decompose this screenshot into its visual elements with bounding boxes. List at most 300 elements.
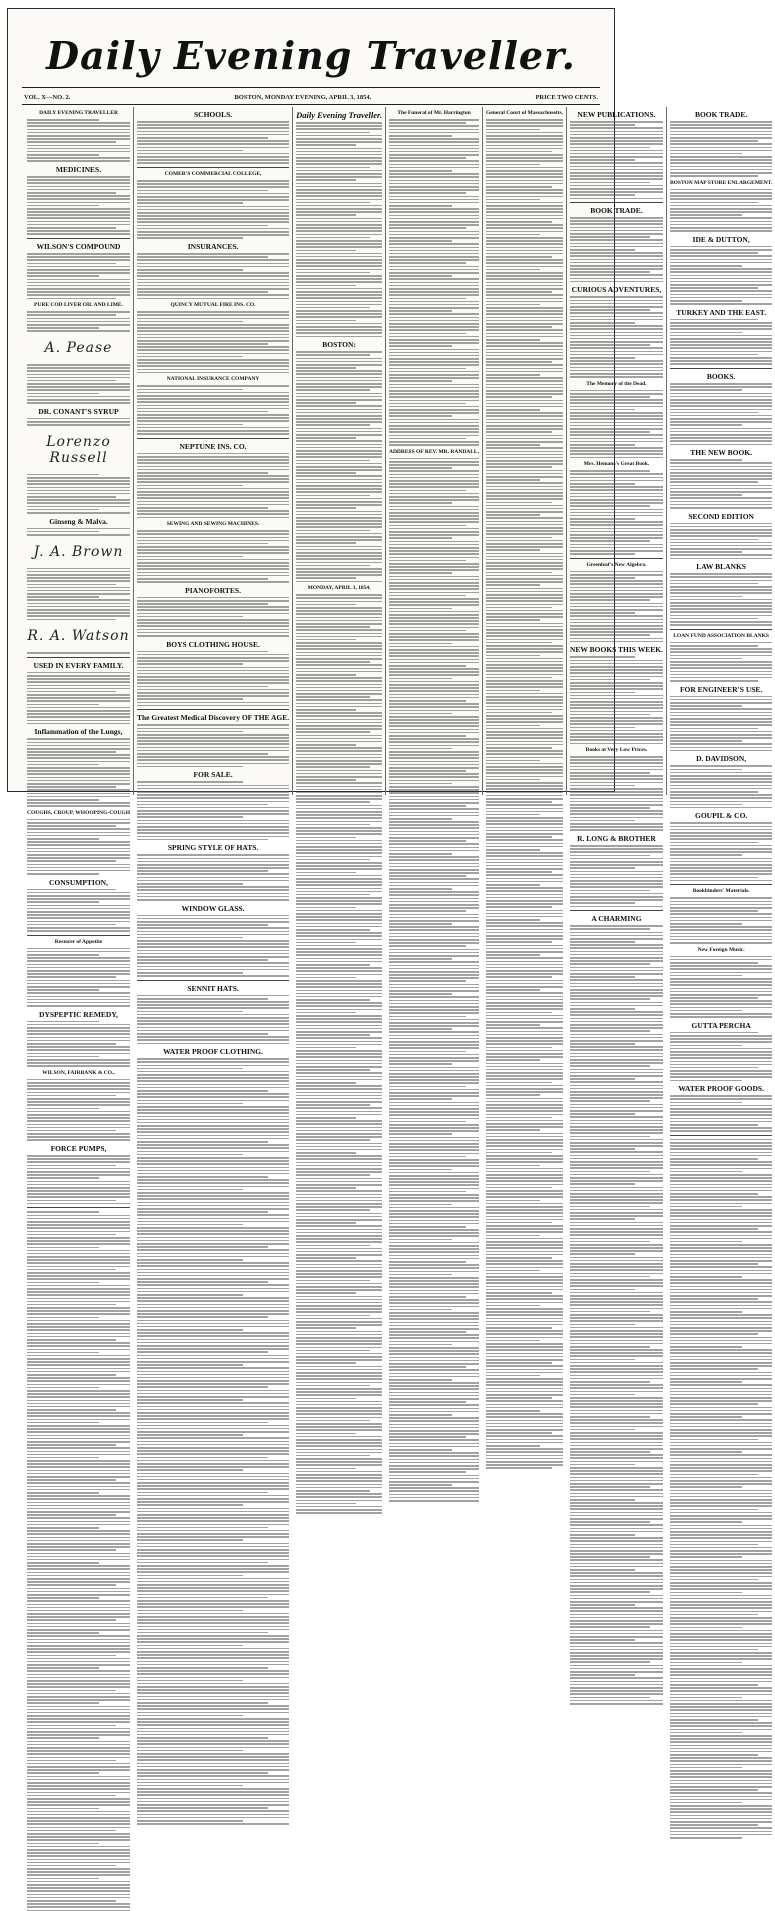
text-line [137, 253, 289, 255]
text-line [389, 1433, 479, 1435]
text-line [296, 491, 382, 493]
text-line [570, 739, 663, 741]
text-line [27, 483, 130, 485]
text-line [27, 1744, 130, 1746]
text-line [27, 1441, 130, 1443]
text-line [389, 878, 479, 880]
text-line [570, 1110, 663, 1112]
text-line [137, 411, 268, 413]
text-line [27, 723, 130, 725]
text-line [570, 628, 663, 630]
text-line [27, 704, 99, 706]
text-line [27, 1594, 130, 1596]
text-line [137, 689, 289, 691]
text-line [670, 1518, 772, 1520]
text-line [389, 361, 479, 363]
text-line [389, 129, 479, 131]
text-line [389, 1028, 452, 1030]
text-line [670, 1662, 742, 1664]
text-line [670, 861, 772, 863]
text-line [486, 326, 552, 328]
text-line [670, 929, 772, 931]
text-line [296, 1047, 356, 1049]
text-line [486, 180, 563, 182]
text-line [670, 1228, 758, 1230]
text-line [296, 278, 382, 280]
text-line [27, 1240, 130, 1242]
text-line [137, 1603, 289, 1605]
text-line [27, 221, 130, 223]
text-line [570, 1521, 650, 1523]
text-line [27, 1463, 130, 1465]
text-line [137, 870, 268, 872]
text-line [389, 773, 479, 775]
text-line [27, 1486, 130, 1488]
headline: SENNIT HATS. [137, 984, 289, 993]
text-line [137, 1740, 289, 1742]
text-line [486, 419, 563, 421]
text-line [389, 1274, 452, 1276]
text-line [570, 316, 663, 318]
text-line [570, 335, 663, 337]
text-line [389, 1312, 479, 1314]
text-line [486, 313, 563, 315]
text-line [486, 1254, 563, 1256]
text-line [27, 841, 130, 843]
text-line [389, 377, 479, 379]
text-line [137, 1807, 268, 1809]
text-line [389, 262, 466, 264]
text-line [570, 1457, 663, 1459]
text-line [389, 138, 479, 140]
text-line [670, 1643, 772, 1645]
text-line [389, 939, 479, 941]
text-line [670, 586, 772, 588]
text-line [486, 1094, 540, 1096]
text-line [137, 1469, 243, 1471]
text-line [27, 1693, 130, 1695]
text-line [389, 1443, 479, 1445]
text-line [486, 189, 563, 191]
text-line [389, 525, 466, 527]
headline: FOR SALE. [137, 770, 289, 779]
text-line [137, 702, 289, 704]
text-line [296, 846, 382, 848]
headline: D. DAVIDSON, [670, 754, 772, 763]
text-line [296, 450, 382, 452]
text-line [570, 306, 663, 308]
text-line [670, 1295, 772, 1297]
text-line [27, 694, 130, 696]
text-line [570, 390, 663, 392]
text-line [670, 671, 772, 673]
text-line [486, 250, 563, 252]
headline: Mrs. Hemans's Great Book. [570, 461, 663, 468]
text-line [27, 1326, 130, 1328]
text-line [486, 1241, 563, 1243]
text-line [486, 734, 563, 736]
text-line [486, 760, 540, 762]
text-line [137, 1814, 289, 1816]
text-line [296, 173, 382, 175]
text-line [27, 1161, 130, 1163]
text-line [486, 336, 563, 338]
text-line [570, 198, 663, 200]
text-line [486, 1330, 563, 1332]
text-line [27, 233, 130, 235]
text-line [27, 396, 130, 398]
text-line [570, 1524, 663, 1526]
masthead-rule-top [22, 87, 600, 88]
text-line [137, 1297, 289, 1299]
text-line [27, 1508, 130, 1510]
text-line [137, 359, 289, 361]
text-line [27, 1696, 130, 1698]
text-line [570, 1352, 663, 1354]
text-line [137, 272, 289, 274]
headline: FORCE PUMPS, [27, 1144, 130, 1153]
text-line [137, 504, 289, 506]
text-line [137, 750, 289, 752]
text-line [296, 218, 382, 220]
text-line [296, 645, 382, 647]
text-line [137, 1396, 289, 1398]
text-line [670, 1719, 758, 1721]
text-line [570, 1097, 663, 1099]
text-line [296, 1197, 382, 1199]
text-line [137, 131, 289, 133]
text-line [27, 1878, 99, 1880]
text-line [296, 1404, 382, 1406]
text-line [296, 1225, 382, 1227]
text-line [670, 1674, 772, 1676]
text-line [570, 1257, 663, 1259]
text-line [137, 1590, 289, 1592]
text-line [486, 686, 563, 688]
text-line [670, 750, 772, 752]
text-line [670, 1054, 772, 1056]
text-line [389, 1092, 479, 1094]
text-line [137, 1371, 289, 1373]
text-line [670, 1142, 772, 1144]
text-line [389, 560, 466, 562]
text-line [389, 1204, 452, 1206]
text-line [486, 342, 563, 344]
section-divider [27, 238, 130, 239]
text-line [137, 225, 268, 227]
text-line [296, 1136, 382, 1138]
text-line [27, 1874, 130, 1876]
text-line [570, 698, 663, 700]
text-line [670, 1837, 742, 1839]
text-line [570, 612, 635, 614]
text-line [137, 1766, 289, 1768]
text-line [137, 1428, 289, 1430]
text-line [670, 1241, 742, 1243]
text-line [570, 938, 663, 940]
text-line [570, 685, 663, 687]
text-line [137, 600, 289, 602]
text-line [570, 1400, 663, 1402]
text-line [670, 854, 742, 856]
text-line [486, 451, 563, 453]
text-line [389, 1121, 466, 1123]
text-line [27, 1533, 130, 1535]
text-line [137, 1224, 243, 1226]
text-line [389, 1051, 466, 1053]
text-line [570, 574, 663, 576]
text-line [389, 278, 479, 280]
text-line [389, 796, 479, 798]
text-line [389, 1302, 479, 1304]
text-line [296, 1369, 382, 1371]
text-line [670, 913, 772, 915]
text-line [570, 989, 663, 991]
text-line [570, 577, 635, 579]
text-line [27, 1155, 130, 1157]
text-line [389, 1226, 466, 1228]
text-line [670, 357, 772, 359]
text-line [570, 1002, 663, 1004]
text-line [389, 1000, 479, 1002]
text-line [137, 575, 289, 577]
text-line [486, 1002, 563, 1004]
text-line [27, 1584, 116, 1586]
text-line [486, 1314, 563, 1316]
text-line [670, 1684, 758, 1686]
text-line [389, 710, 479, 712]
text-line [570, 422, 663, 424]
text-line [27, 1728, 130, 1730]
text-line [296, 485, 382, 487]
text-line [296, 827, 382, 829]
text-line [570, 1231, 663, 1233]
text-line [137, 1533, 289, 1535]
text-line [137, 1017, 289, 1019]
text-line [670, 1206, 742, 1208]
text-line [570, 528, 663, 530]
text-line [570, 531, 663, 533]
text-line [486, 498, 563, 500]
text-line [137, 266, 289, 268]
text-line [137, 1412, 289, 1414]
text-line [389, 1318, 479, 1320]
text-line [137, 962, 289, 964]
text-line [27, 1415, 130, 1417]
text-line [296, 715, 382, 717]
text-line [137, 1300, 289, 1302]
text-line [137, 327, 289, 329]
text-line [570, 1384, 663, 1386]
text-line [670, 1365, 772, 1367]
text-line [137, 1466, 289, 1468]
text-line [570, 769, 663, 771]
text-line [570, 1397, 663, 1399]
text-line [296, 1037, 382, 1039]
text-line [570, 893, 663, 895]
text-line [137, 1240, 289, 1242]
text-line [570, 951, 663, 953]
text-line [570, 1187, 663, 1189]
headline: CURIOUS ADVENTURES, [570, 285, 663, 294]
text-line [137, 1036, 289, 1038]
text-line [296, 380, 382, 382]
text-line [670, 481, 758, 483]
text-line [137, 1597, 268, 1599]
text-line [27, 1329, 130, 1331]
text-line [670, 1541, 772, 1543]
text-line [486, 390, 563, 392]
text-line [389, 735, 466, 737]
text-line [137, 263, 289, 265]
text-line [296, 894, 370, 896]
text-line [670, 829, 772, 831]
text-line [486, 757, 563, 759]
text-line [570, 252, 663, 254]
text-line [570, 274, 663, 276]
text-line [486, 1040, 563, 1042]
text-line [27, 789, 130, 791]
text-line [27, 1792, 130, 1794]
text-line [27, 1505, 130, 1507]
text-line [27, 1005, 130, 1007]
text-line [137, 256, 268, 258]
text-line [486, 648, 563, 650]
text-line [389, 1140, 479, 1142]
text-line [389, 1242, 479, 1244]
text-line [670, 737, 772, 739]
text-line [296, 536, 382, 538]
text-line [570, 957, 663, 959]
text-line [296, 1331, 382, 1333]
text-line [570, 303, 663, 305]
text-line [570, 986, 663, 988]
text-line [296, 361, 382, 363]
text-line [296, 1162, 382, 1164]
text-line [389, 285, 479, 287]
text-line [570, 344, 650, 346]
text-line [137, 1307, 289, 1309]
text-line [137, 1077, 289, 1079]
text-line [27, 318, 130, 320]
text-line [296, 1034, 370, 1036]
text-line [486, 568, 563, 570]
text-line [389, 604, 479, 606]
text-line [296, 1178, 382, 1180]
text-line [670, 1486, 742, 1488]
text-line [486, 521, 563, 523]
text-line [27, 1769, 130, 1771]
text-line [670, 275, 772, 277]
text-line [137, 915, 289, 917]
text-line [296, 1076, 382, 1078]
text-line [296, 488, 382, 490]
text-line [486, 1139, 563, 1141]
text-line [570, 1273, 663, 1275]
text-line [296, 1477, 382, 1479]
text-line [27, 1830, 116, 1832]
text-line [137, 896, 289, 898]
text-line [570, 1620, 663, 1622]
text-line [486, 1231, 563, 1233]
text-line [389, 509, 479, 511]
text-line [670, 1127, 772, 1129]
text-line [570, 1489, 663, 1491]
text-line [27, 487, 130, 489]
text-line [27, 1177, 99, 1179]
text-line [670, 674, 772, 676]
text-line [137, 1705, 289, 1707]
text-line [27, 182, 130, 184]
text-line [27, 1760, 116, 1762]
section-divider [570, 558, 663, 559]
text-line [570, 518, 635, 520]
text-line [570, 550, 663, 552]
text-line [486, 1180, 563, 1182]
text-line [27, 681, 130, 683]
text-line [389, 812, 479, 814]
text-line [137, 940, 289, 942]
text-line [389, 1446, 479, 1448]
text-line [27, 580, 130, 582]
text-line [486, 151, 552, 153]
text-line [296, 824, 370, 826]
text-line [27, 195, 130, 197]
text-line [27, 1412, 130, 1414]
text-line [296, 440, 382, 442]
text-line [389, 1344, 452, 1346]
text-line [670, 1203, 772, 1205]
text-line [296, 539, 382, 541]
text-line [137, 1692, 289, 1694]
text-line [137, 1256, 289, 1258]
text-line [670, 972, 772, 974]
text-line [570, 1582, 663, 1584]
text-line [570, 1394, 635, 1396]
text-line [570, 1585, 663, 1587]
text-line [570, 1062, 663, 1064]
text-line [27, 867, 130, 869]
text-line [137, 1320, 289, 1322]
text-line [670, 648, 772, 650]
text-line [670, 472, 772, 474]
text-line [137, 1670, 289, 1672]
text-line [570, 1646, 663, 1648]
text-line [670, 920, 772, 922]
text-line [486, 148, 563, 150]
text-line [296, 555, 382, 557]
text-line [486, 945, 563, 947]
text-line [670, 1286, 772, 1288]
text-line [670, 1655, 772, 1657]
text-line [389, 196, 479, 198]
text-line [486, 1378, 563, 1380]
text-line [486, 890, 563, 892]
text-line [27, 148, 130, 150]
text-line [486, 122, 563, 124]
text-line [137, 1460, 289, 1462]
text-line [389, 1220, 479, 1222]
text-line [570, 1301, 663, 1303]
text-line [486, 683, 563, 685]
text-line [670, 984, 772, 986]
text-line [670, 1263, 758, 1265]
text-line [670, 1493, 772, 1495]
text-line [27, 298, 116, 300]
text-line [389, 961, 479, 963]
text-line [570, 1085, 663, 1087]
text-line [137, 934, 289, 936]
